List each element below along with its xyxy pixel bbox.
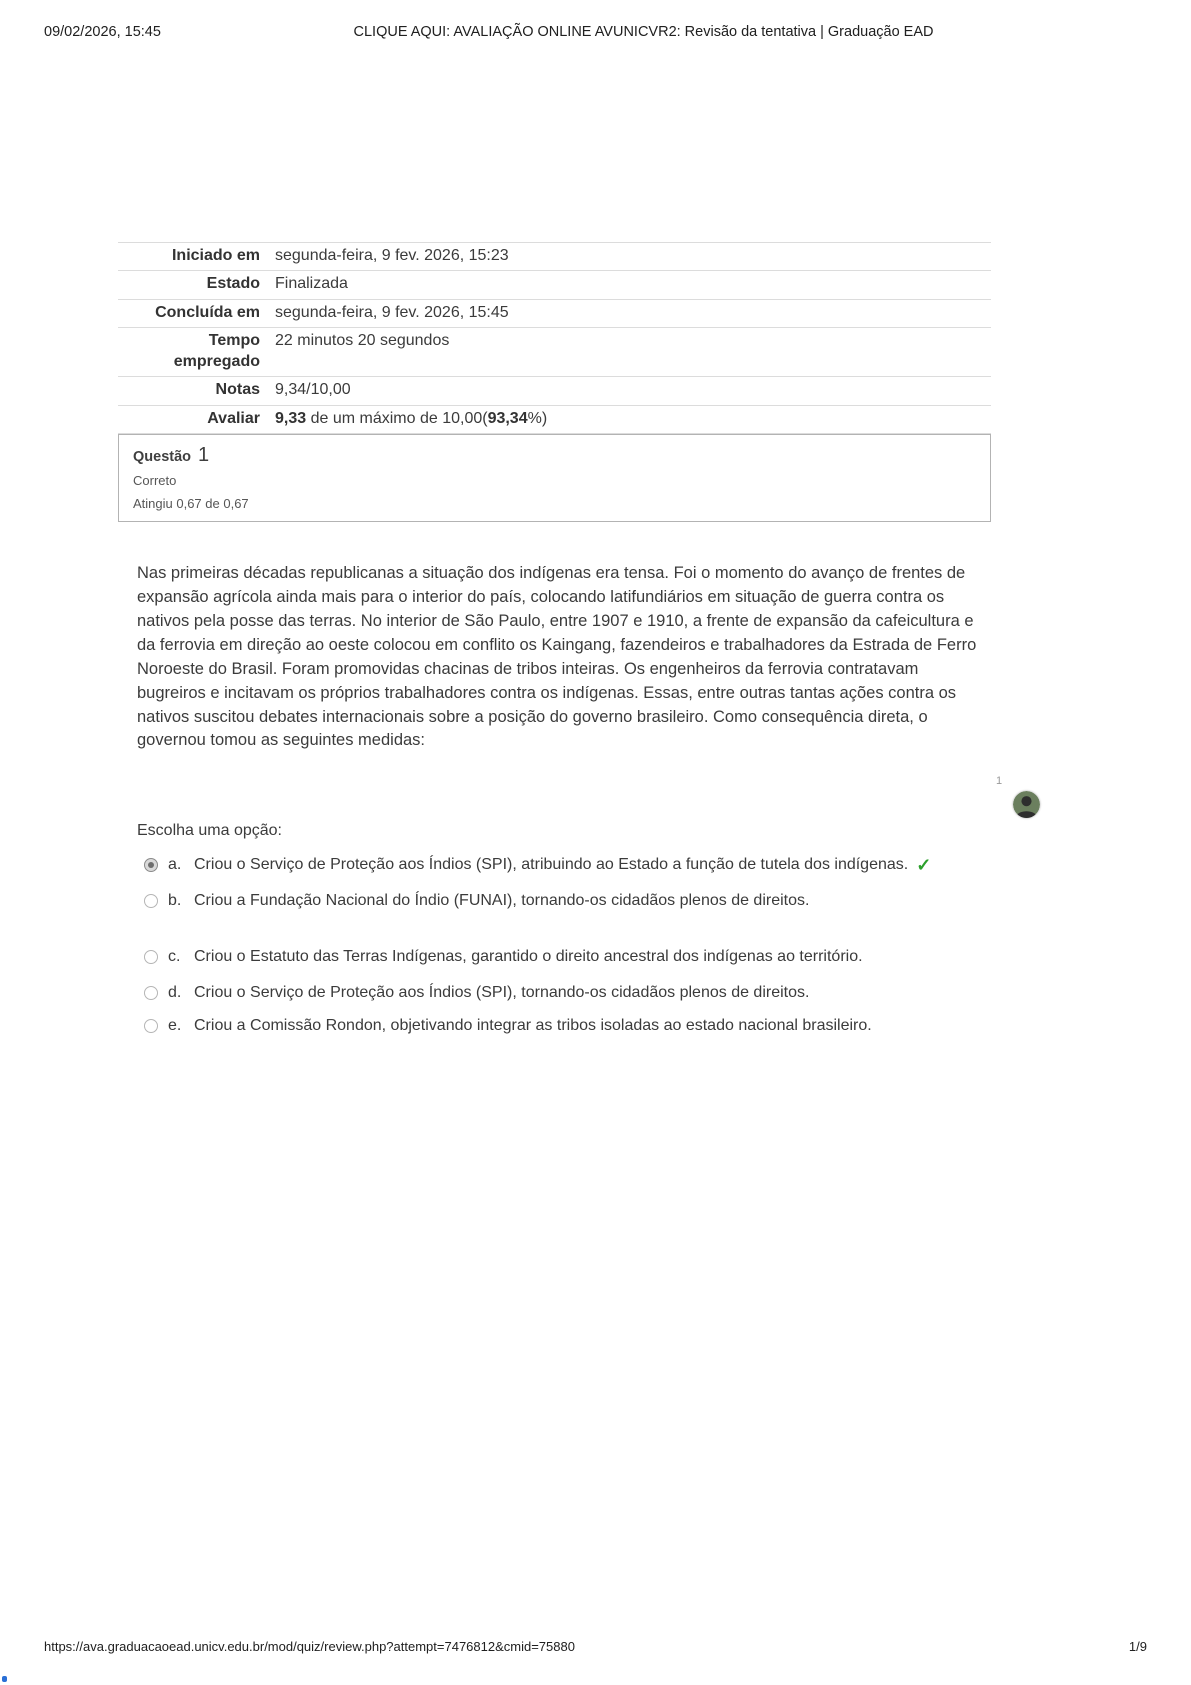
print-header <box>44 24 1147 40</box>
attempt-summary-table <box>118 242 991 434</box>
answer-option-d <box>144 983 1044 1003</box>
summary-value: segunda-feira, 9 fev. 2026, 15:45 <box>275 303 509 321</box>
summary-value: segunda-feira, 9 fev. 2026, 15:23 <box>275 247 509 264</box>
summary-row-started <box>118 242 991 270</box>
page-edge-artifact <box>2 1676 7 1682</box>
radio-button-b[interactable] <box>144 894 158 908</box>
radio-button-e[interactable] <box>144 1019 158 1033</box>
question-text: Nas primeiras décadas republicanas a situação dos indígenas era tensa. Foi o momento do avanço de frentes de expansão agrícola ainda mais para o interior do país, colocando latifundiários em situação de guerra contra os nativos pela posse das terras. No interior de São Paulo, entre 1907 e 1910, a frente de expansão da cafeicultura e da ferrovia em direção ao oeste colocou em conflito os Kaingang, fazendeiros e trabalhadores da Estrada de Ferro Noroeste do Brasil. Foram promovidas chacinas de tribos inteiras. Os engenheiros da ferrovia contratavam bugreiros e incitavam os próprios trabalhadores contra os indígenas. Essas, entre outras tantas ações contra os nativos suscitou debates internacionais sobre a posição do governo brasileiro. Como consequência direta, o governou tomou as seguintes medidas: <box>137 564 977 750</box>
annotation-marker: 1 <box>996 775 1003 787</box>
summary-row-grade <box>118 405 991 434</box>
answer-options <box>144 855 1044 1052</box>
summary-value: 9,34/10,00 <box>275 381 351 399</box>
question-label: Questão <box>133 449 192 465</box>
summary-value <box>260 409 547 429</box>
summary-row-time-taken <box>118 327 991 376</box>
grade-percent: 93,34 <box>487 409 528 427</box>
option-letter: a. <box>168 856 182 873</box>
option-letter: d. <box>168 984 182 1001</box>
person-icon <box>1013 791 1040 818</box>
print-datetime: 09/02/2026, 15:45 <box>44 24 161 40</box>
summary-label: Tempo empregado <box>173 332 260 370</box>
radio-button-d[interactable] <box>144 986 158 1000</box>
option-letter: c. <box>168 948 181 965</box>
answer-option-e <box>144 1016 1044 1036</box>
grade-value: 9,33 <box>275 409 307 427</box>
correct-check-icon: ✓ <box>916 855 932 875</box>
question-number: 1 <box>198 444 210 466</box>
radio-button-a[interactable] <box>144 858 158 872</box>
question-header <box>133 444 976 467</box>
summary-value: 22 minutos 20 segundos <box>275 332 450 350</box>
option-letter: e. <box>168 1017 182 1034</box>
summary-row-marks <box>118 376 991 404</box>
summary-label: Iniciado em <box>171 247 260 264</box>
answer-option-c <box>144 947 1044 967</box>
question-status: Correto <box>133 473 177 488</box>
user-avatar[interactable] <box>1013 791 1040 818</box>
summary-row-state <box>118 270 991 298</box>
summary-row-completed <box>118 299 991 327</box>
grade-text: de um máximo de 10,00( <box>306 409 488 427</box>
radio-button-c[interactable] <box>144 950 158 964</box>
option-text: Criou a Comissão Rondon, objetivando integrar as tribos isoladas ao estado nacional brasileiro. <box>194 1017 872 1034</box>
print-footer <box>44 1639 1147 1655</box>
print-page-number: 1/9 <box>1128 1639 1147 1654</box>
summary-label: Avaliar <box>207 409 260 427</box>
option-text: Criou o Estatuto das Terras Indígenas, garantido o direito ancestral dos indígenas ao território. <box>194 948 863 965</box>
summary-label: Notas <box>215 381 260 399</box>
option-text: Criou o Serviço de Proteção aos Índios (SPI), tornando-os cidadãos plenos de direitos. <box>194 984 810 1001</box>
grade-suffix: %) <box>527 409 548 427</box>
summary-label: Estado <box>206 275 260 293</box>
question-info-box <box>118 434 991 522</box>
option-letter: b. <box>168 892 182 909</box>
summary-value: Finalizada <box>275 275 348 293</box>
print-url: https://ava.graduacaoead.unicv.edu.br/mod/quiz/review.php?attempt=7476812&cmid=75880 <box>44 1639 575 1654</box>
option-text: Criou o Serviço de Proteção aos Índios (SPI), atribuindo ao Estado a função de tutela dos indígenas. <box>194 856 909 873</box>
option-text: Criou a Fundação Nacional do Índio (FUNAI), tornando-os cidadãos plenos de direitos. <box>194 892 810 909</box>
answer-option-b <box>144 891 1044 911</box>
question-points: Atingiu 0,67 de 0,67 <box>133 496 249 511</box>
print-page-title: CLIQUE AQUI: AVALIAÇÃO ONLINE AVUNICVR2: Revisão da tentativa | Graduação EAD <box>353 24 934 40</box>
summary-label: Concluída em <box>155 303 260 321</box>
answer-option-a <box>144 855 1044 875</box>
answer-prompt: Escolha uma opção: <box>137 822 282 839</box>
